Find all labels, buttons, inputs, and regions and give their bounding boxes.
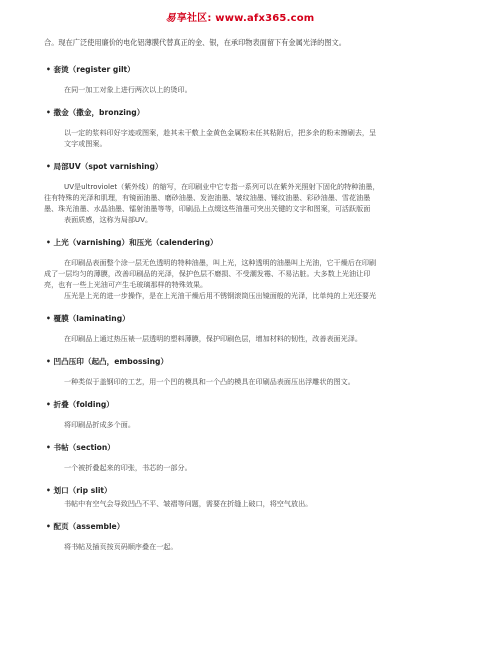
- section-text-line: 亮，也有一些上光油可产生毛玻璃那样的特殊效果。: [44, 280, 208, 289]
- document-body: [44, 38, 450, 565]
- section-text-line: 文字或图案。: [64, 139, 107, 148]
- section: [44, 400, 450, 430]
- section: [44, 162, 450, 225]
- section-text-line: 一种类似于盖钢印的工艺，用一个凹的模具和一个凸的模具在印刷品表面压出浮雕状的图文。: [64, 377, 355, 386]
- section-heading: • 折叠（folding）: [46, 400, 114, 409]
- section-heading: • 划口（rip slit）: [46, 486, 112, 495]
- section-heading: • 配页（assemble）: [46, 522, 125, 531]
- section-text-line: 以一定的浆料印好字迹或图案，趁其未干敷上金黄色金属粉末任其粘附后，把多余的粉末擦刷去，呈: [64, 128, 377, 137]
- section-text-line: 将书帖及插页按页码顺序叠在一起。: [64, 542, 178, 551]
- section-text-line: 将印刷品折成多个面。: [64, 420, 135, 429]
- site-name: 享社区:: [176, 13, 212, 24]
- section-heading: • 上光（varnishing）和压光（calendering）: [46, 238, 218, 247]
- site-url-link[interactable]: www.afx365.com: [215, 13, 315, 24]
- section: [44, 65, 450, 95]
- section-text-line: 往有特殊的光泽和肌理，有镜面油墨、磨砂油墨、发泡油墨、皱纹油墨、锤纹油墨、彩砂油墨、雪花油墨: [44, 193, 371, 202]
- section: [44, 238, 450, 301]
- section-text-line: 一个被折叠起来的印张，书芯的一部分。: [64, 463, 192, 472]
- section: [44, 486, 450, 509]
- section-text-line: 在印刷品上通过热压裱一层透明的塑料薄膜，保护印刷色层，增加材料的韧性，改善表面光泽。: [64, 334, 362, 343]
- section-text-line: 在同一加工对象上进行两次以上的烫印。: [64, 85, 192, 94]
- section-text-line: 表面质感，这称为局部UV。: [64, 215, 153, 224]
- section-heading: • 覆膜（laminating）: [46, 314, 130, 323]
- section-heading: • 套烫（register gilt）: [46, 65, 135, 74]
- intro-text: 合。现在广泛使用廉价的电化铝薄膜代替真正的金、银，在承印物表面留下有金属光泽的图文。: [44, 38, 346, 47]
- section-heading: • 凹凸压印（起凸，embossing）: [46, 357, 169, 366]
- section: [44, 522, 450, 552]
- sections-list: [44, 65, 450, 552]
- section: [44, 314, 450, 344]
- section-heading: • 局部UV（spot varnishing）: [46, 162, 163, 171]
- section-text-line: 压光是上光的进一步操作，是在上光油干燥后用不锈钢滚筒压出镜面般的光泽，比单纯的上光还要光: [64, 291, 377, 300]
- section-text-line: 成了一层均匀的薄膜，改善印刷品的光泽，保护色层不磨损、不受潮发霉、不易沾脏。大多数上光油让印: [44, 269, 371, 278]
- section-text-line: UV是ultroviolet（紫外线）的缩写，在印刷业中它专指一系列可以在紫外光照射下固化的特种油墨，: [64, 182, 380, 191]
- site-header: [0, 9, 480, 24]
- section: [44, 443, 450, 473]
- section-text-line: 墨、珠光油墨、水晶油墨、镭射油墨等等，印刷品上点缀这些油墨可突出关键的文字和图案，可活跃版面: [44, 204, 371, 213]
- section-text-line: 在印刷品表面整个涂一层无色透明的特种油墨，叫上光，这种透明的油墨叫上光油，它干燥后在印刷: [64, 258, 377, 267]
- section-heading: • 撒金（撒金，bronzing）: [46, 108, 145, 117]
- section-heading: • 书帖（section）: [46, 443, 115, 452]
- section-text-line: 书帖中有空气会导致凹凸不平、皱褶等问题，需要在折缝上破口，将空气放出。: [64, 499, 313, 508]
- section: [44, 357, 450, 387]
- section: [44, 108, 450, 149]
- site-logo: 易: [165, 13, 176, 24]
